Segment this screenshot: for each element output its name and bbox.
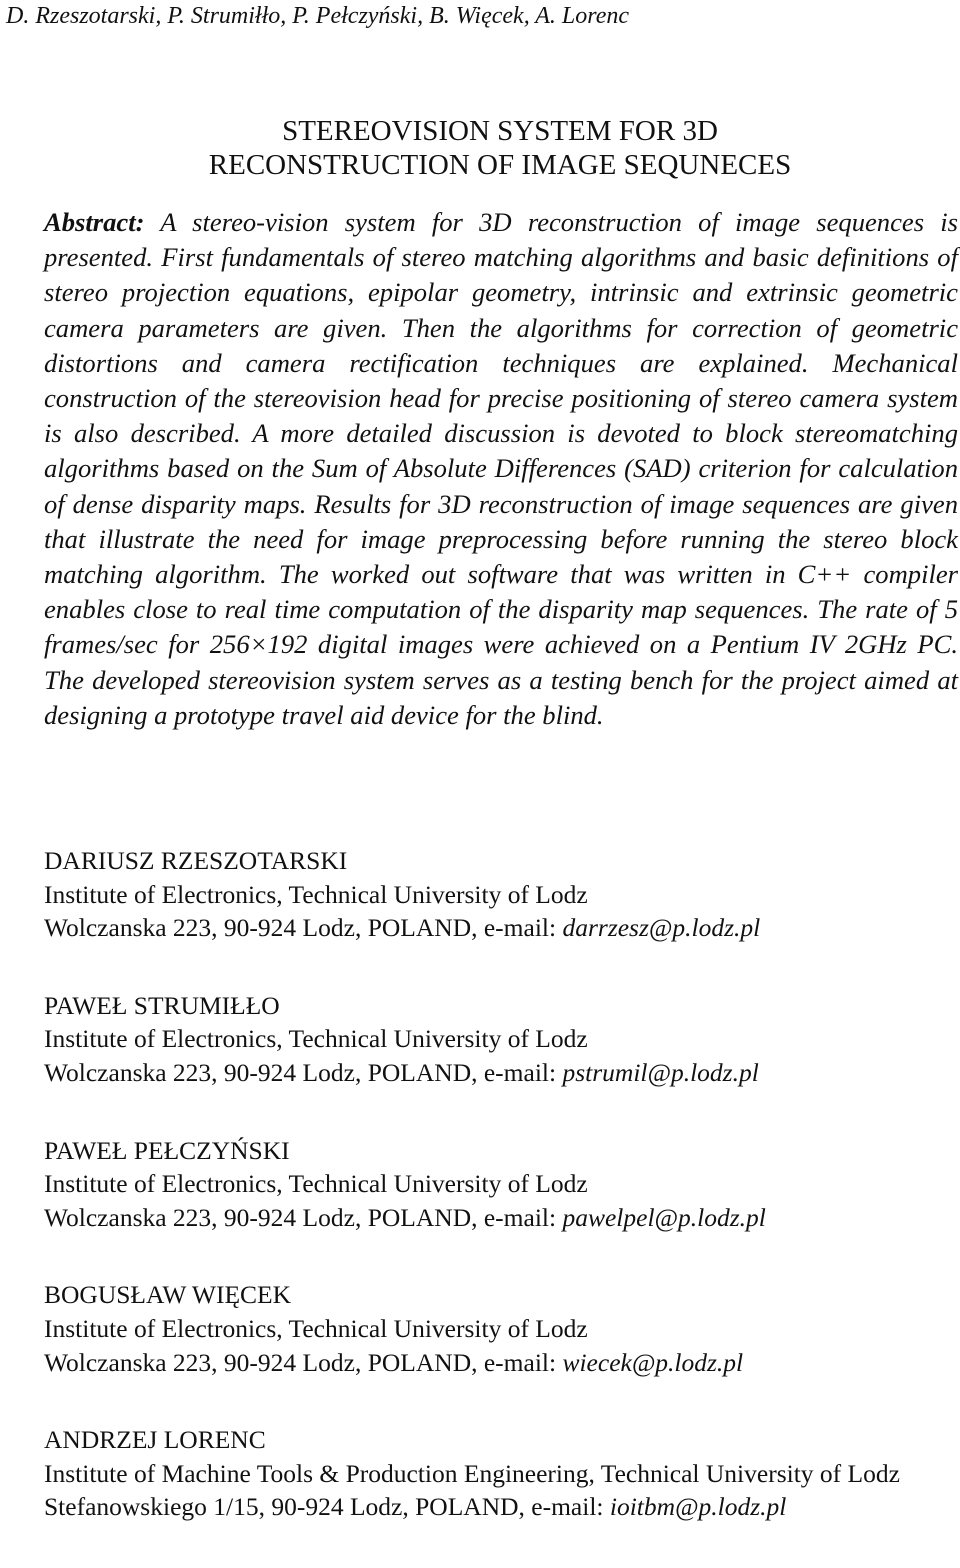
author-block <box>44 1134 958 1235</box>
abstract <box>44 205 958 733</box>
abstract-text: A stereo-vision system for 3D reconstruction of image sequences is presented. First fundamentals of stereo matching algorithms and basic definitions of stereo projection equations, epipolar geometry, intrinsic and extrinsic geometric camera parameters are given. Then the algorithms for correction of geometric distortions and camera rectification techniques are explained. Mechanical construction of the stereovision head for precise positioning of stereo camera system is also described. A more detailed discussion is devoted to block stereomatching algorithms based on the Sum of Absolute Differences (SAD) criterion for calculation of dense disparity maps. Results for 3D reconstruction of image sequences are given that illustrate the need for image preprocessing before running the stereo block matching algorithm. The worked out software that was written in C++ compiler enables close to real time computation of the disparity map sequences. The rate of 5 frames/sec for 256×192 digital images were achieved on a Pentium IV 2GHz PC. The developed stereovision system serves as a testing bench for the project aimed at designing a prototype travel aid device for the blind. <box>44 207 958 730</box>
author-name: PAWEŁ PEŁCZYŃSKI <box>44 1135 290 1165</box>
author-address <box>44 1490 958 1524</box>
address-text: Wolczanska 223, 90-924 Lodz, POLAND, e-mail: <box>44 913 563 943</box>
author-email[interactable]: ioitbm@p.lodz.pl <box>609 1492 787 1522</box>
author-block <box>44 1278 958 1379</box>
author-email[interactable]: darrzesz@p.lodz.pl <box>562 913 761 943</box>
author-name: ANDRZEJ LORENC <box>44 1425 266 1455</box>
author-email[interactable]: pawelpel@p.lodz.pl <box>562 1202 766 1232</box>
author-block <box>44 989 958 1090</box>
author-institute: Institute of Electronics, Technical University of Lodz <box>44 1169 588 1199</box>
author-address <box>44 1201 958 1235</box>
running-head: D. Rzeszotarski, P. Strumiłło, P. Pełczyński, B. Więcek, A. Lorenc <box>6 3 630 29</box>
address-text: Stefanowskiego 1/15, 90-924 Lodz, POLAND, e-mail: <box>44 1492 610 1522</box>
abstract-label: Abstract: <box>44 207 145 237</box>
author-email[interactable]: wiecek@p.lodz.pl <box>562 1347 744 1377</box>
author-address <box>44 1346 958 1380</box>
title-line-2: RECONSTRUCTION OF IMAGE SEQUNECES <box>208 149 792 181</box>
author-name: BOGUSŁAW WIĘCEK <box>44 1280 292 1310</box>
author-institute: Institute of Electronics, Technical University of Lodz <box>44 1024 588 1054</box>
address-text: Wolczanska 223, 90-924 Lodz, POLAND, e-mail: <box>44 1202 563 1232</box>
address-text: Wolczanska 223, 90-924 Lodz, POLAND, e-mail: <box>44 1057 563 1087</box>
author-name: DARIUSZ RZESZOTARSKI <box>44 846 348 875</box>
author-block <box>44 1423 958 1524</box>
author-address <box>44 911 958 945</box>
author-affiliations <box>44 844 958 1568</box>
author-email[interactable]: pstrumil@p.lodz.pl <box>562 1057 759 1087</box>
author-institute: Institute of Electronics, Technical University of Lodz <box>44 879 588 909</box>
author-institute: Institute of Machine Tools & Production Engineering, Technical University of Lodz <box>44 1458 900 1488</box>
author-block <box>44 844 958 945</box>
address-text: Wolczanska 223, 90-924 Lodz, POLAND, e-mail: <box>44 1347 563 1377</box>
author-address <box>44 1056 958 1090</box>
paper-title <box>0 114 960 182</box>
title-line-1: STEREOVISION SYSTEM FOR 3D <box>282 115 718 147</box>
author-name: PAWEŁ STRUMIŁŁO <box>44 990 280 1020</box>
author-institute: Institute of Electronics, Technical University of Lodz <box>44 1313 588 1343</box>
